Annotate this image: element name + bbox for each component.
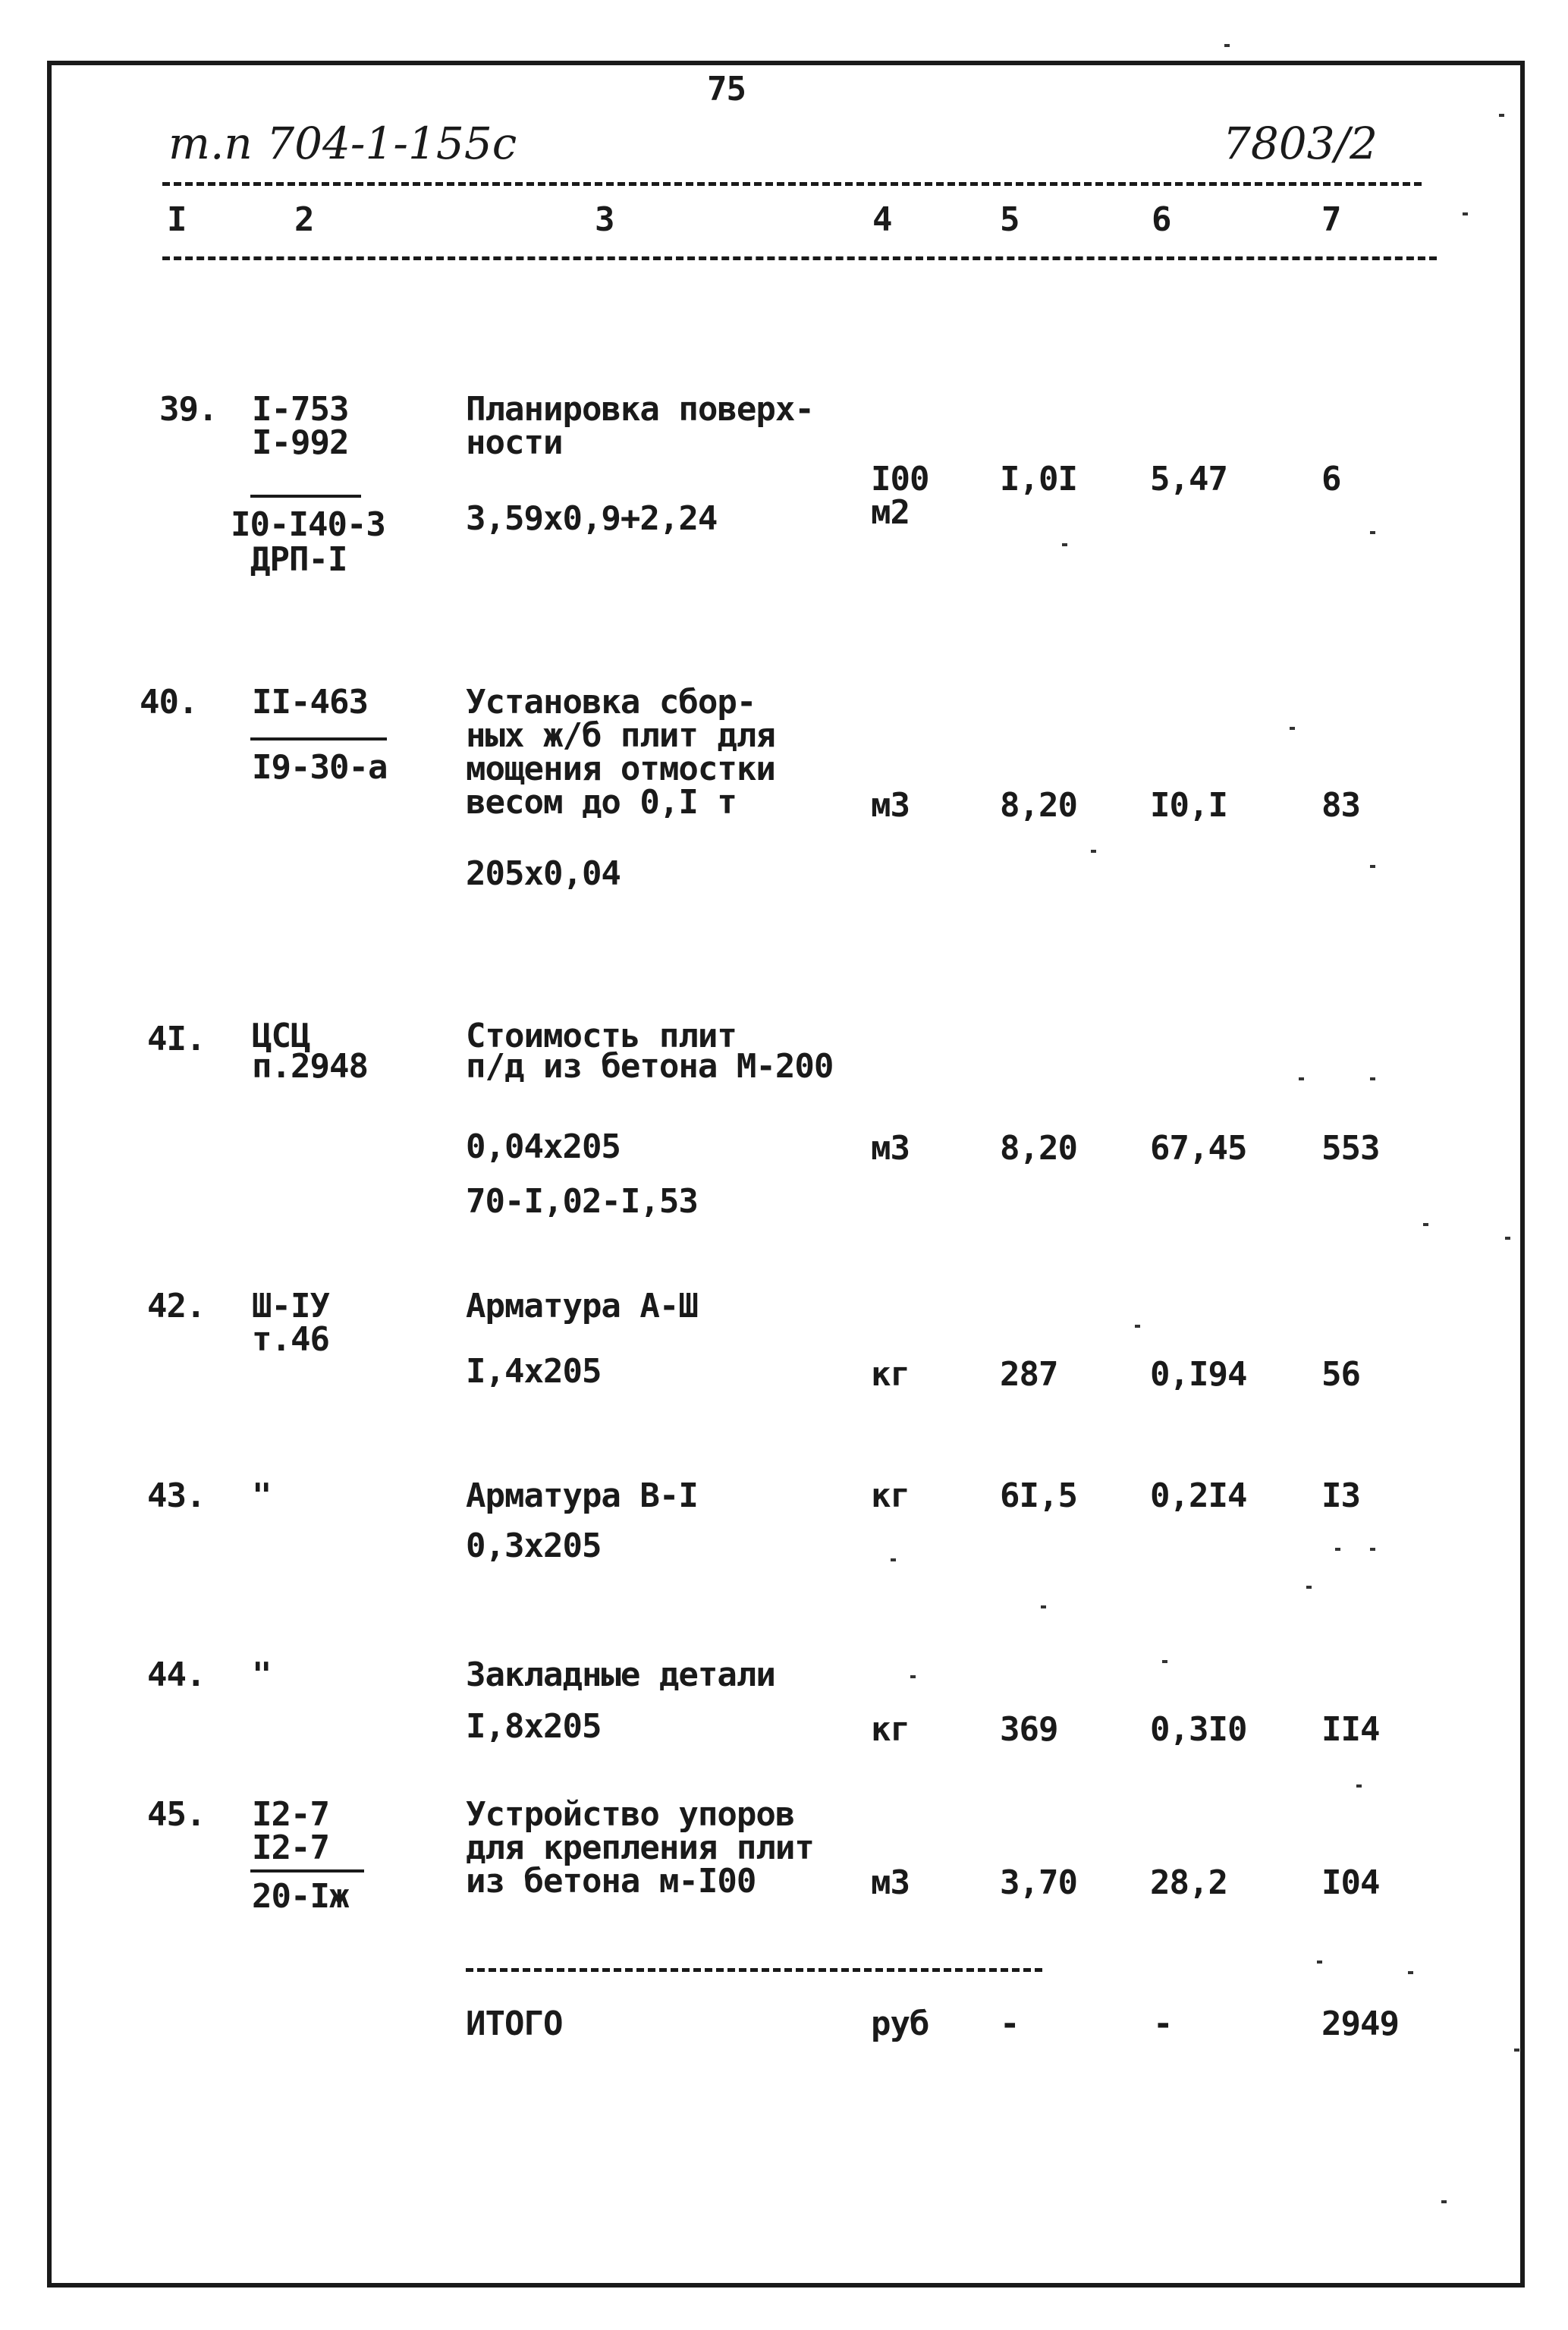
row-number: 42.: [147, 1287, 206, 1325]
row-price: 0,3I0: [1150, 1710, 1247, 1749]
scan-speck: [1514, 2049, 1519, 2052]
scan-speck: [1370, 1548, 1375, 1551]
row-quantity: 8,20: [1000, 786, 1077, 825]
scan-speck: [1370, 1077, 1375, 1080]
scan-speck: [1441, 2200, 1447, 2203]
row-unit: м3: [871, 1129, 910, 1168]
document-code: т.п 704-1-155с: [168, 118, 517, 169]
scan-speck: [1423, 1223, 1428, 1226]
row-unit: I00: [871, 460, 929, 498]
row-total: 6: [1321, 460, 1341, 498]
row-unit: кг: [871, 1476, 910, 1515]
row-description: п/д из бетона М-200: [466, 1047, 834, 1086]
row-calculation: 3,59x0,9+2,24: [466, 499, 718, 538]
scan-speck: [1463, 212, 1468, 215]
row-quantity: I,0I: [1000, 460, 1077, 498]
row-price: 0,2I4: [1150, 1476, 1247, 1515]
row-description: Арматура А-Ш: [466, 1287, 698, 1325]
row-code: ДРП-I: [250, 540, 347, 579]
column-header-1: I: [167, 200, 187, 239]
fraction-line: [250, 1869, 364, 1872]
row-total: I04: [1321, 1863, 1380, 1902]
row-description: мощения отмостки: [466, 750, 775, 788]
row-number: 43.: [147, 1476, 206, 1515]
row-calculation: 0,04x205: [466, 1127, 621, 1166]
row-description: Арматура В-I: [466, 1476, 698, 1515]
row-code: т.46: [252, 1320, 329, 1359]
row-description: из бетона м-I00: [466, 1862, 756, 1901]
row-quantity: 369: [1000, 1710, 1058, 1749]
row-quantity: 287: [1000, 1355, 1058, 1394]
total-separator: [466, 1968, 1042, 1972]
total-quantity: -: [1000, 2005, 1020, 2043]
row-description: Установка сбор-: [466, 683, 756, 722]
document-number: 7803/2: [1223, 118, 1378, 169]
column-header-2: 2: [294, 200, 314, 239]
row-calculation: 0,3x205: [466, 1527, 602, 1565]
row-total: 83: [1321, 786, 1360, 825]
row-price: 0,I94: [1150, 1355, 1247, 1394]
row-total: I3: [1321, 1476, 1360, 1515]
scan-speck: [1290, 727, 1295, 730]
row-quantity: 3,70: [1000, 1863, 1077, 1902]
column-header-separator: [162, 256, 1437, 260]
column-header-6: 6: [1152, 200, 1171, 239]
scan-speck: [1062, 543, 1067, 546]
row-calculation: I,8x205: [466, 1707, 602, 1746]
header-separator: [162, 182, 1422, 186]
row-calculation: 70-I,02-I,53: [466, 1182, 698, 1221]
row-code: I2-7: [252, 1795, 329, 1834]
row-description: ных ж/б плит для: [466, 716, 775, 755]
scan-speck: [1317, 1961, 1322, 1964]
row-code: I-992: [252, 423, 349, 462]
column-header-4: 4: [872, 200, 892, 239]
column-header-5: 5: [1000, 200, 1020, 239]
row-quantity: 6I,5: [1000, 1476, 1077, 1515]
row-code: I-753: [252, 390, 349, 429]
row-description: Планировка поверх-: [466, 390, 814, 429]
row-unit: м2: [871, 493, 910, 532]
row-unit: кг: [871, 1355, 910, 1394]
scan-speck: [1505, 1237, 1510, 1240]
scan-speck: [1135, 1325, 1140, 1328]
row-unit: м3: [871, 786, 910, 825]
scan-speck: [1356, 1784, 1362, 1788]
scan-speck: [1041, 1605, 1046, 1608]
column-header-3: 3: [595, 200, 614, 239]
total-label: ИТОГО: [466, 2005, 563, 2043]
scan-speck: [910, 1675, 916, 1678]
row-price: I0,I: [1150, 786, 1227, 825]
total-unit: руб: [871, 2005, 929, 2043]
fraction-line: [250, 495, 361, 498]
scan-speck: [1335, 1548, 1340, 1551]
row-number: 40.: [140, 683, 198, 722]
scan-speck: [1370, 531, 1375, 534]
fraction-line: [250, 737, 387, 741]
row-total: 56: [1321, 1355, 1360, 1394]
row-description: Стоимость плит: [466, 1017, 737, 1055]
row-price: 67,45: [1150, 1129, 1247, 1168]
row-code: ЦСЦ: [252, 1017, 310, 1055]
row-description: Закладные детали: [466, 1656, 775, 1694]
scan-speck: [891, 1558, 896, 1561]
row-calculation: 205x0,04: [466, 854, 621, 893]
scan-speck: [1370, 865, 1375, 868]
row-total: 553: [1321, 1129, 1380, 1168]
row-description: ности: [466, 423, 563, 462]
scan-speck: [1408, 1971, 1413, 1974]
row-code: п.2948: [252, 1047, 368, 1086]
row-code: I2-7: [252, 1828, 329, 1867]
row-code: I0-I40-3: [231, 505, 385, 544]
scan-speck: [1306, 1586, 1312, 1589]
row-number: 45.: [147, 1795, 206, 1834]
scan-speck: [1499, 114, 1504, 117]
grand-total: 2949: [1321, 2005, 1399, 2043]
ditto-mark: ": [252, 1656, 272, 1694]
page-number: 75: [707, 70, 746, 108]
row-quantity: 8,20: [1000, 1129, 1077, 1168]
column-header-7: 7: [1321, 200, 1341, 239]
row-description: Устройство упоров: [466, 1795, 795, 1834]
row-unit: кг: [871, 1710, 910, 1749]
scan-speck: [1091, 850, 1096, 853]
row-price: 5,47: [1150, 460, 1227, 498]
row-number: 39.: [159, 390, 218, 429]
row-code: II-463: [252, 683, 368, 722]
row-code: 20-Iж: [252, 1877, 349, 1916]
row-number: 4I.: [147, 1020, 206, 1058]
row-number: 44.: [147, 1656, 206, 1694]
row-unit: м3: [871, 1863, 910, 1902]
row-description: весом до 0,I т: [466, 783, 737, 822]
row-calculation: I,4x205: [466, 1352, 602, 1391]
row-code: Ш-IУ: [252, 1287, 329, 1325]
row-price: 28,2: [1150, 1863, 1227, 1902]
row-total: II4: [1321, 1710, 1380, 1749]
scan-speck: [1224, 44, 1230, 47]
scan-speck: [1162, 1660, 1167, 1663]
row-description: для крепления плит: [466, 1828, 814, 1867]
scan-speck: [1299, 1077, 1304, 1080]
row-code: I9-30-а: [252, 748, 388, 787]
total-price: -: [1153, 2005, 1173, 2043]
ditto-mark: ": [252, 1476, 272, 1515]
